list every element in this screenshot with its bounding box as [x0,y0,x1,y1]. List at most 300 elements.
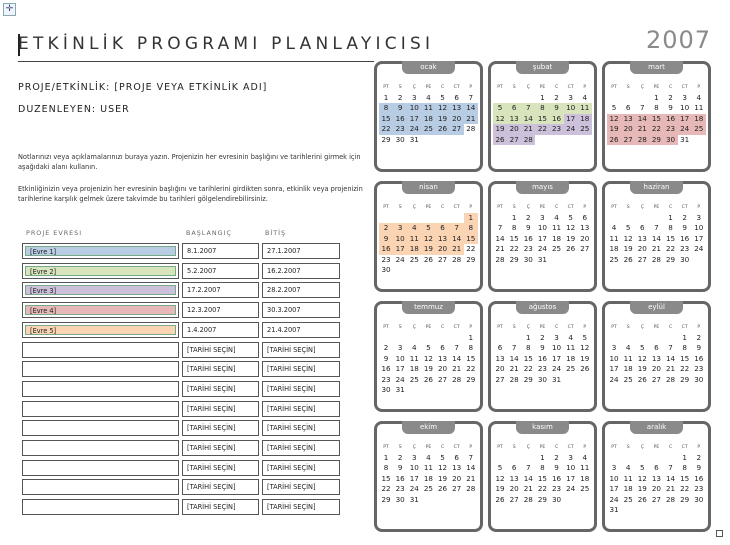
day-cell[interactable]: 5 [421,223,435,233]
day-cell[interactable]: 2 [554,453,559,462]
day-cell[interactable]: 21 [665,364,676,374]
start-date-cell[interactable]: [TARİHİ SEÇİN] [182,440,259,456]
day-cell[interactable]: 21 [665,484,676,494]
day-cell[interactable]: 12 [423,353,434,363]
day-cell[interactable]: 5 [426,343,431,353]
day-cell[interactable]: 23 [694,484,704,494]
day-cell[interactable]: 29 [680,494,690,504]
day-cell[interactable]: 2 [668,93,673,102]
day-cell[interactable]: 9 [696,463,702,473]
day-cell[interactable]: 14 [450,234,464,244]
end-date-cell[interactable]: 28.2.2007 [262,282,340,298]
day-cell[interactable]: 8 [540,463,545,473]
day-cell[interactable]: 3 [682,93,687,102]
day-cell[interactable]: 2 [397,93,403,102]
day-cell[interactable]: 24 [609,494,619,504]
end-date-cell[interactable]: [TARİHİ SEÇİN] [262,440,340,456]
day-cell[interactable]: 13 [651,473,662,483]
day-cell[interactable]: 8 [383,463,389,473]
day-cell[interactable]: 17 [407,114,421,124]
day-cell[interactable]: 20 [495,364,505,374]
day-cell[interactable]: 24 [537,244,548,254]
day-cell[interactable]: 11 [580,463,590,473]
day-cell[interactable]: 6 [654,463,659,473]
day-cell[interactable]: 12 [607,114,621,124]
day-cell[interactable]: 21 [635,124,649,134]
day-cell[interactable]: 1 [383,93,389,102]
day-cell[interactable]: 30 [395,494,405,504]
day-cell[interactable]: 16 [379,244,393,254]
day-cell[interactable]: 12 [566,223,576,233]
day-cell[interactable]: 16 [694,353,704,363]
phase-cell[interactable] [22,420,179,436]
day-cell[interactable]: 11 [578,103,592,113]
phase-name[interactable] [25,345,176,355]
day-cell[interactable]: 1 [464,213,478,223]
day-cell[interactable]: 10 [395,353,405,363]
day-cell[interactable]: 8 [379,103,393,113]
day-cell[interactable]: 10 [537,223,548,233]
end-date-cell[interactable]: [TARİHİ SEÇİN] [262,420,340,436]
day-cell[interactable]: 30 [694,374,704,384]
day-cell[interactable]: 30 [680,254,690,264]
day-cell[interactable]: 20 [651,484,662,494]
day-cell[interactable]: 7 [526,463,531,473]
day-cell[interactable]: 20 [509,484,519,494]
day-cell[interactable]: 29 [665,254,676,264]
day-cell[interactable]: 5 [497,463,503,473]
day-cell[interactable]: 7 [668,463,673,473]
day-cell[interactable]: 18 [423,473,434,483]
day-cell[interactable]: 8 [668,223,673,233]
day-cell[interactable]: 4 [426,453,431,462]
day-cell[interactable]: 27 [651,494,662,504]
day-cell[interactable]: 29 [523,374,533,384]
day-cell[interactable]: 13 [495,353,505,363]
end-date-cell[interactable]: 30.3.2007 [262,302,340,318]
phase-cell[interactable] [22,322,179,338]
day-cell[interactable]: 2 [526,213,531,222]
start-date-cell[interactable]: [TARİHİ SEÇİN] [182,361,259,377]
day-cell[interactable]: 20 [580,233,590,243]
day-cell[interactable]: 18 [566,353,576,363]
day-cell[interactable]: 21 [452,364,462,374]
day-cell[interactable]: 11 [421,103,435,113]
day-cell[interactable]: 22 [665,244,676,254]
day-cell[interactable]: 12 [637,473,647,483]
day-cell[interactable]: 18 [551,233,562,243]
day-cell[interactable]: 15 [535,114,549,124]
day-cell[interactable]: 22 [466,244,476,254]
day-cell[interactable]: 10 [407,103,421,113]
phase-name[interactable] [25,364,176,374]
day-cell[interactable]: 15 [464,234,478,244]
day-cell[interactable]: 10 [609,353,619,363]
day-cell[interactable]: 9 [696,343,702,353]
day-cell[interactable]: 2 [696,333,702,342]
phase-cell[interactable] [22,263,179,279]
phase-cell[interactable] [22,243,179,259]
day-cell[interactable]: 15 [379,114,393,124]
day-cell[interactable]: 16 [523,233,533,243]
day-cell[interactable]: 26 [436,124,450,134]
day-cell[interactable]: 2 [397,453,403,462]
day-cell[interactable]: 6 [497,343,503,353]
day-cell[interactable]: 15 [509,233,519,243]
day-cell[interactable]: 29 [466,254,476,264]
day-cell[interactable]: 21 [450,244,464,254]
day-cell[interactable]: 26 [495,494,505,504]
phase-cell[interactable] [22,381,179,397]
day-cell[interactable]: 5 [640,463,645,473]
day-cell[interactable]: 13 [507,114,521,124]
day-cell[interactable]: 26 [423,254,434,264]
day-cell[interactable]: 1 [668,213,673,222]
day-cell[interactable]: 13 [436,234,450,244]
day-cell[interactable]: 9 [397,463,403,473]
day-cell[interactable]: 2 [383,343,389,353]
day-cell[interactable]: 22 [680,364,690,374]
day-cell[interactable]: 25 [623,494,633,504]
day-cell[interactable]: 9 [526,223,531,233]
day-cell[interactable]: 20 [452,473,462,483]
day-cell[interactable]: 10 [694,223,704,233]
day-cell[interactable]: 16 [550,114,564,124]
day-cell[interactable]: 6 [454,453,459,462]
day-cell[interactable]: 13 [437,353,448,363]
day-cell[interactable]: 12 [580,343,590,353]
day-cell[interactable]: 21 [523,484,533,494]
day-cell[interactable]: 17 [609,364,619,374]
move-handle-icon[interactable]: ✛ [3,3,16,16]
day-cell[interactable]: 10 [566,463,576,473]
day-cell[interactable]: 25 [409,374,419,384]
day-cell[interactable]: 19 [637,484,647,494]
day-cell[interactable]: 8 [526,343,531,353]
day-cell[interactable]: 29 [537,494,548,504]
day-cell[interactable]: 2 [379,223,393,233]
day-cell[interactable]: 19 [436,114,450,124]
day-cell[interactable]: 10 [393,234,407,244]
phase-name[interactable] [25,404,176,414]
day-cell[interactable]: 6 [640,223,645,233]
start-date-cell[interactable]: [TARİHİ SEÇİN] [182,381,259,397]
day-cell[interactable]: 28 [521,135,535,145]
day-cell[interactable]: 21 [466,473,476,483]
day-cell[interactable]: 4 [582,453,588,462]
day-cell[interactable]: 19 [566,233,576,243]
day-cell[interactable]: 31 [537,254,548,264]
day-cell[interactable]: 13 [637,233,647,243]
day-cell[interactable]: 5 [611,103,617,113]
day-cell[interactable]: 8 [535,103,549,113]
day-cell[interactable]: 7 [654,223,659,233]
day-cell[interactable]: 21 [495,244,505,254]
day-cell[interactable]: 18 [580,473,590,483]
day-cell[interactable]: 29 [381,494,391,504]
day-cell[interactable]: 4 [412,343,417,353]
day-cell[interactable]: 23 [664,124,678,134]
day-cell[interactable]: 18 [623,484,633,494]
day-cell[interactable]: 22 [509,244,519,254]
day-cell[interactable]: 6 [440,343,445,353]
day-cell[interactable]: 28 [635,135,649,145]
day-cell[interactable]: 10 [609,473,619,483]
day-cell[interactable]: 29 [381,134,391,144]
end-date-cell[interactable]: [TARİHİ SEÇİN] [262,381,340,397]
day-cell[interactable]: 12 [436,103,450,113]
day-cell[interactable]: 3 [611,463,617,473]
day-cell[interactable]: 24 [395,374,405,384]
day-cell[interactable]: 9 [668,103,673,113]
day-cell[interactable]: 25 [623,374,633,384]
day-cell[interactable]: 4 [568,333,573,342]
phase-cell[interactable] [22,499,179,515]
day-cell[interactable]: 5 [568,213,573,222]
day-cell[interactable]: 7 [468,453,474,462]
day-cell[interactable]: 19 [493,124,507,134]
day-cell[interactable]: 4 [407,223,421,233]
day-cell[interactable]: 4 [625,343,631,353]
day-cell[interactable]: 1 [540,453,545,462]
day-cell[interactable]: 29 [466,374,476,384]
day-cell[interactable]: 25 [580,484,590,494]
day-cell[interactable]: 11 [623,473,633,483]
day-cell[interactable]: 21 [651,244,662,254]
end-date-cell[interactable]: 21.4.2007 [262,322,340,338]
day-cell[interactable]: 31 [409,494,419,504]
day-cell[interactable]: 13 [450,103,464,113]
day-cell[interactable]: 19 [495,484,505,494]
day-cell[interactable]: 7 [454,343,459,353]
day-cell[interactable]: 21 [509,364,519,374]
day-cell[interactable]: 20 [507,124,521,134]
day-cell[interactable]: 31 [609,504,619,514]
day-cell[interactable]: 18 [609,244,619,254]
day-cell[interactable]: 22 [381,484,391,494]
organizer-value[interactable]: USER [100,104,130,115]
day-cell[interactable]: 8 [682,343,687,353]
day-cell[interactable]: 14 [635,114,649,124]
start-date-cell[interactable]: [TARİHİ SEÇİN] [182,460,259,476]
day-cell[interactable]: 16 [551,473,562,483]
end-date-cell[interactable]: [TARİHİ SEÇİN] [262,361,340,377]
phase-name[interactable]: [Evre 1] [25,246,176,256]
start-date-cell[interactable]: [TARİHİ SEÇİN] [182,401,259,417]
start-date-cell[interactable]: [TARİHİ SEÇİN] [182,420,259,436]
day-cell[interactable]: 15 [537,473,548,483]
day-cell[interactable]: 22 [649,124,663,134]
phase-cell[interactable] [22,479,179,495]
end-date-cell[interactable]: [TARİHİ SEÇİN] [262,499,340,515]
day-cell[interactable]: 24 [694,244,704,254]
start-date-cell[interactable]: [TARİHİ SEÇİN] [182,499,259,515]
day-cell[interactable]: 30 [551,494,562,504]
day-cell[interactable]: 15 [665,233,676,243]
day-cell[interactable]: 26 [493,135,507,145]
day-cell[interactable]: 11 [407,234,421,244]
day-cell[interactable]: 9 [540,343,545,353]
day-cell[interactable]: 26 [580,364,590,374]
day-cell[interactable]: 9 [383,353,389,363]
day-cell[interactable]: 4 [625,463,631,473]
day-cell[interactable]: 12 [623,233,633,243]
day-cell[interactable]: 24 [564,124,578,134]
phase-name[interactable] [25,384,176,394]
day-cell[interactable]: 24 [407,124,421,134]
day-cell[interactable]: 10 [409,463,419,473]
end-date-cell[interactable]: 27.1.2007 [262,243,340,259]
day-cell[interactable]: 17 [537,233,548,243]
day-cell[interactable]: 25 [421,124,435,134]
day-cell[interactable]: 23 [550,124,564,134]
day-cell[interactable]: 30 [395,134,405,144]
day-cell[interactable]: 20 [651,364,662,374]
end-date-cell[interactable]: [TARİHİ SEÇİN] [262,401,340,417]
phase-name[interactable] [25,423,176,433]
day-cell[interactable]: 21 [521,124,535,134]
phase-name[interactable]: [Evre 3] [25,285,176,295]
day-cell[interactable]: 14 [495,233,505,243]
day-cell[interactable]: 11 [694,103,704,113]
day-cell[interactable]: 24 [609,374,619,384]
phase-name[interactable] [25,502,176,512]
day-cell[interactable]: 8 [654,103,659,113]
notes-paragraph-1[interactable]: Notlarınızı veya açıklamalarınızı buraya yazın. Projenizin her evresinin başlığını ve tarihlerini girmek için aşağıdaki alanı kullanın. [18,153,361,171]
day-cell[interactable]: 18 [409,364,419,374]
start-date-cell[interactable]: 17.2.2007 [182,282,259,298]
day-cell[interactable]: 28 [452,254,462,264]
day-cell[interactable]: 11 [609,233,619,243]
day-cell[interactable]: 11 [551,223,562,233]
day-cell[interactable]: 20 [450,114,464,124]
day-cell[interactable]: 7 [497,223,503,233]
day-cell[interactable]: 15 [680,353,690,363]
phase-name[interactable]: [Evre 4] [25,305,176,315]
day-cell[interactable]: 23 [381,374,391,384]
day-cell[interactable]: 30 [381,264,391,274]
day-cell[interactable]: 19 [580,353,590,363]
day-cell[interactable]: 1 [526,333,531,342]
notes-paragraph-2[interactable]: Etkinliğinizin veya projenizin her evresinin başlığını ve tarihlerini girdikten sonra, etkinlik veya projenizin tarihlerine karşılık gelmek üzere takvimde bu tarihleri gölgelendirebilirsiniz. [18,185,363,203]
day-cell[interactable]: 20 [637,244,647,254]
day-cell[interactable]: 4 [611,223,617,233]
day-cell[interactable]: 17 [694,233,704,243]
day-cell[interactable]: 18 [578,114,592,124]
end-date-cell[interactable]: [TARİHİ SEÇİN] [262,460,340,476]
phase-cell[interactable] [22,282,179,298]
day-cell[interactable]: 10 [551,343,562,353]
day-cell[interactable]: 9 [554,463,559,473]
day-cell[interactable]: 10 [564,103,578,113]
phase-cell[interactable] [22,460,179,476]
start-date-cell[interactable]: [TARİHİ SEÇİN] [182,479,259,495]
day-cell[interactable]: 12 [437,463,448,473]
day-cell[interactable]: 7 [468,93,474,102]
day-cell[interactable]: 12 [421,234,435,244]
day-cell[interactable]: 1 [468,333,474,342]
day-cell[interactable]: 6 [654,343,659,353]
day-cell[interactable]: 5 [440,453,445,462]
day-cell[interactable]: 26 [637,494,647,504]
day-cell[interactable]: 17 [678,114,692,124]
day-cell[interactable]: 7 [640,103,645,113]
day-cell[interactable]: 2 [682,213,687,222]
phase-name[interactable]: [Evre 5] [25,325,176,335]
day-cell[interactable]: 11 [409,353,419,363]
day-cell[interactable]: 23 [551,484,562,494]
day-cell[interactable]: 29 [509,254,519,264]
day-cell[interactable]: 28 [651,254,662,264]
day-cell[interactable]: 8 [464,223,478,233]
day-cell[interactable]: 1 [682,453,687,462]
phase-name[interactable] [25,482,176,492]
day-cell[interactable]: 13 [621,114,635,124]
day-cell[interactable]: 3 [611,343,617,353]
phase-cell[interactable] [22,302,179,318]
day-cell[interactable]: 23 [395,484,405,494]
day-cell[interactable]: 30 [381,384,391,394]
phase-name[interactable]: [Evre 2] [25,266,176,276]
day-cell[interactable]: 26 [607,135,621,145]
day-cell[interactable]: 22 [466,364,476,374]
day-cell[interactable]: 26 [623,254,633,264]
day-cell[interactable]: 26 [423,374,434,384]
day-cell[interactable]: 17 [566,473,576,483]
day-cell[interactable]: 3 [412,453,417,462]
day-cell[interactable]: 27 [580,244,590,254]
day-cell[interactable]: 2 [696,453,702,462]
day-cell[interactable]: 28 [466,124,476,134]
day-cell[interactable]: 22 [535,124,549,134]
day-cell[interactable]: 3 [412,93,417,102]
day-cell[interactable]: 18 [407,244,421,254]
day-cell[interactable]: 5 [440,93,445,102]
day-cell[interactable]: 23 [393,124,407,134]
day-cell[interactable]: 22 [680,484,690,494]
start-date-cell[interactable]: 8.1.2007 [182,243,259,259]
day-cell[interactable]: 16 [537,353,548,363]
day-cell[interactable]: 7 [521,103,535,113]
day-cell[interactable]: 22 [537,484,548,494]
day-cell[interactable]: 9 [682,223,687,233]
day-cell[interactable]: 24 [551,364,562,374]
day-cell[interactable]: 18 [421,114,435,124]
resize-handle-icon[interactable] [716,530,723,537]
day-cell[interactable]: 22 [523,364,533,374]
day-cell[interactable]: 29 [680,374,690,384]
day-cell[interactable]: 1 [383,453,389,462]
day-cell[interactable]: 3 [568,93,573,102]
day-cell[interactable]: 3 [554,333,559,342]
end-date-cell[interactable]: [TARİHİ SEÇİN] [262,342,340,358]
day-cell[interactable]: 3 [696,213,702,222]
day-cell[interactable]: 18 [692,114,706,124]
day-cell[interactable]: 19 [637,364,647,374]
day-cell[interactable]: 28 [665,374,676,384]
day-cell[interactable]: 23 [694,364,704,374]
day-cell[interactable]: 18 [623,364,633,374]
day-cell[interactable]: 15 [523,353,533,363]
day-cell[interactable]: 27 [452,484,462,494]
day-cell[interactable]: 14 [665,473,676,483]
day-cell[interactable]: 14 [651,233,662,243]
day-cell[interactable]: 5 [640,343,645,353]
day-cell[interactable]: 28 [495,254,505,264]
day-cell[interactable]: 3 [568,453,573,462]
day-cell[interactable]: 1 [511,213,517,222]
day-cell[interactable]: 14 [665,353,676,363]
